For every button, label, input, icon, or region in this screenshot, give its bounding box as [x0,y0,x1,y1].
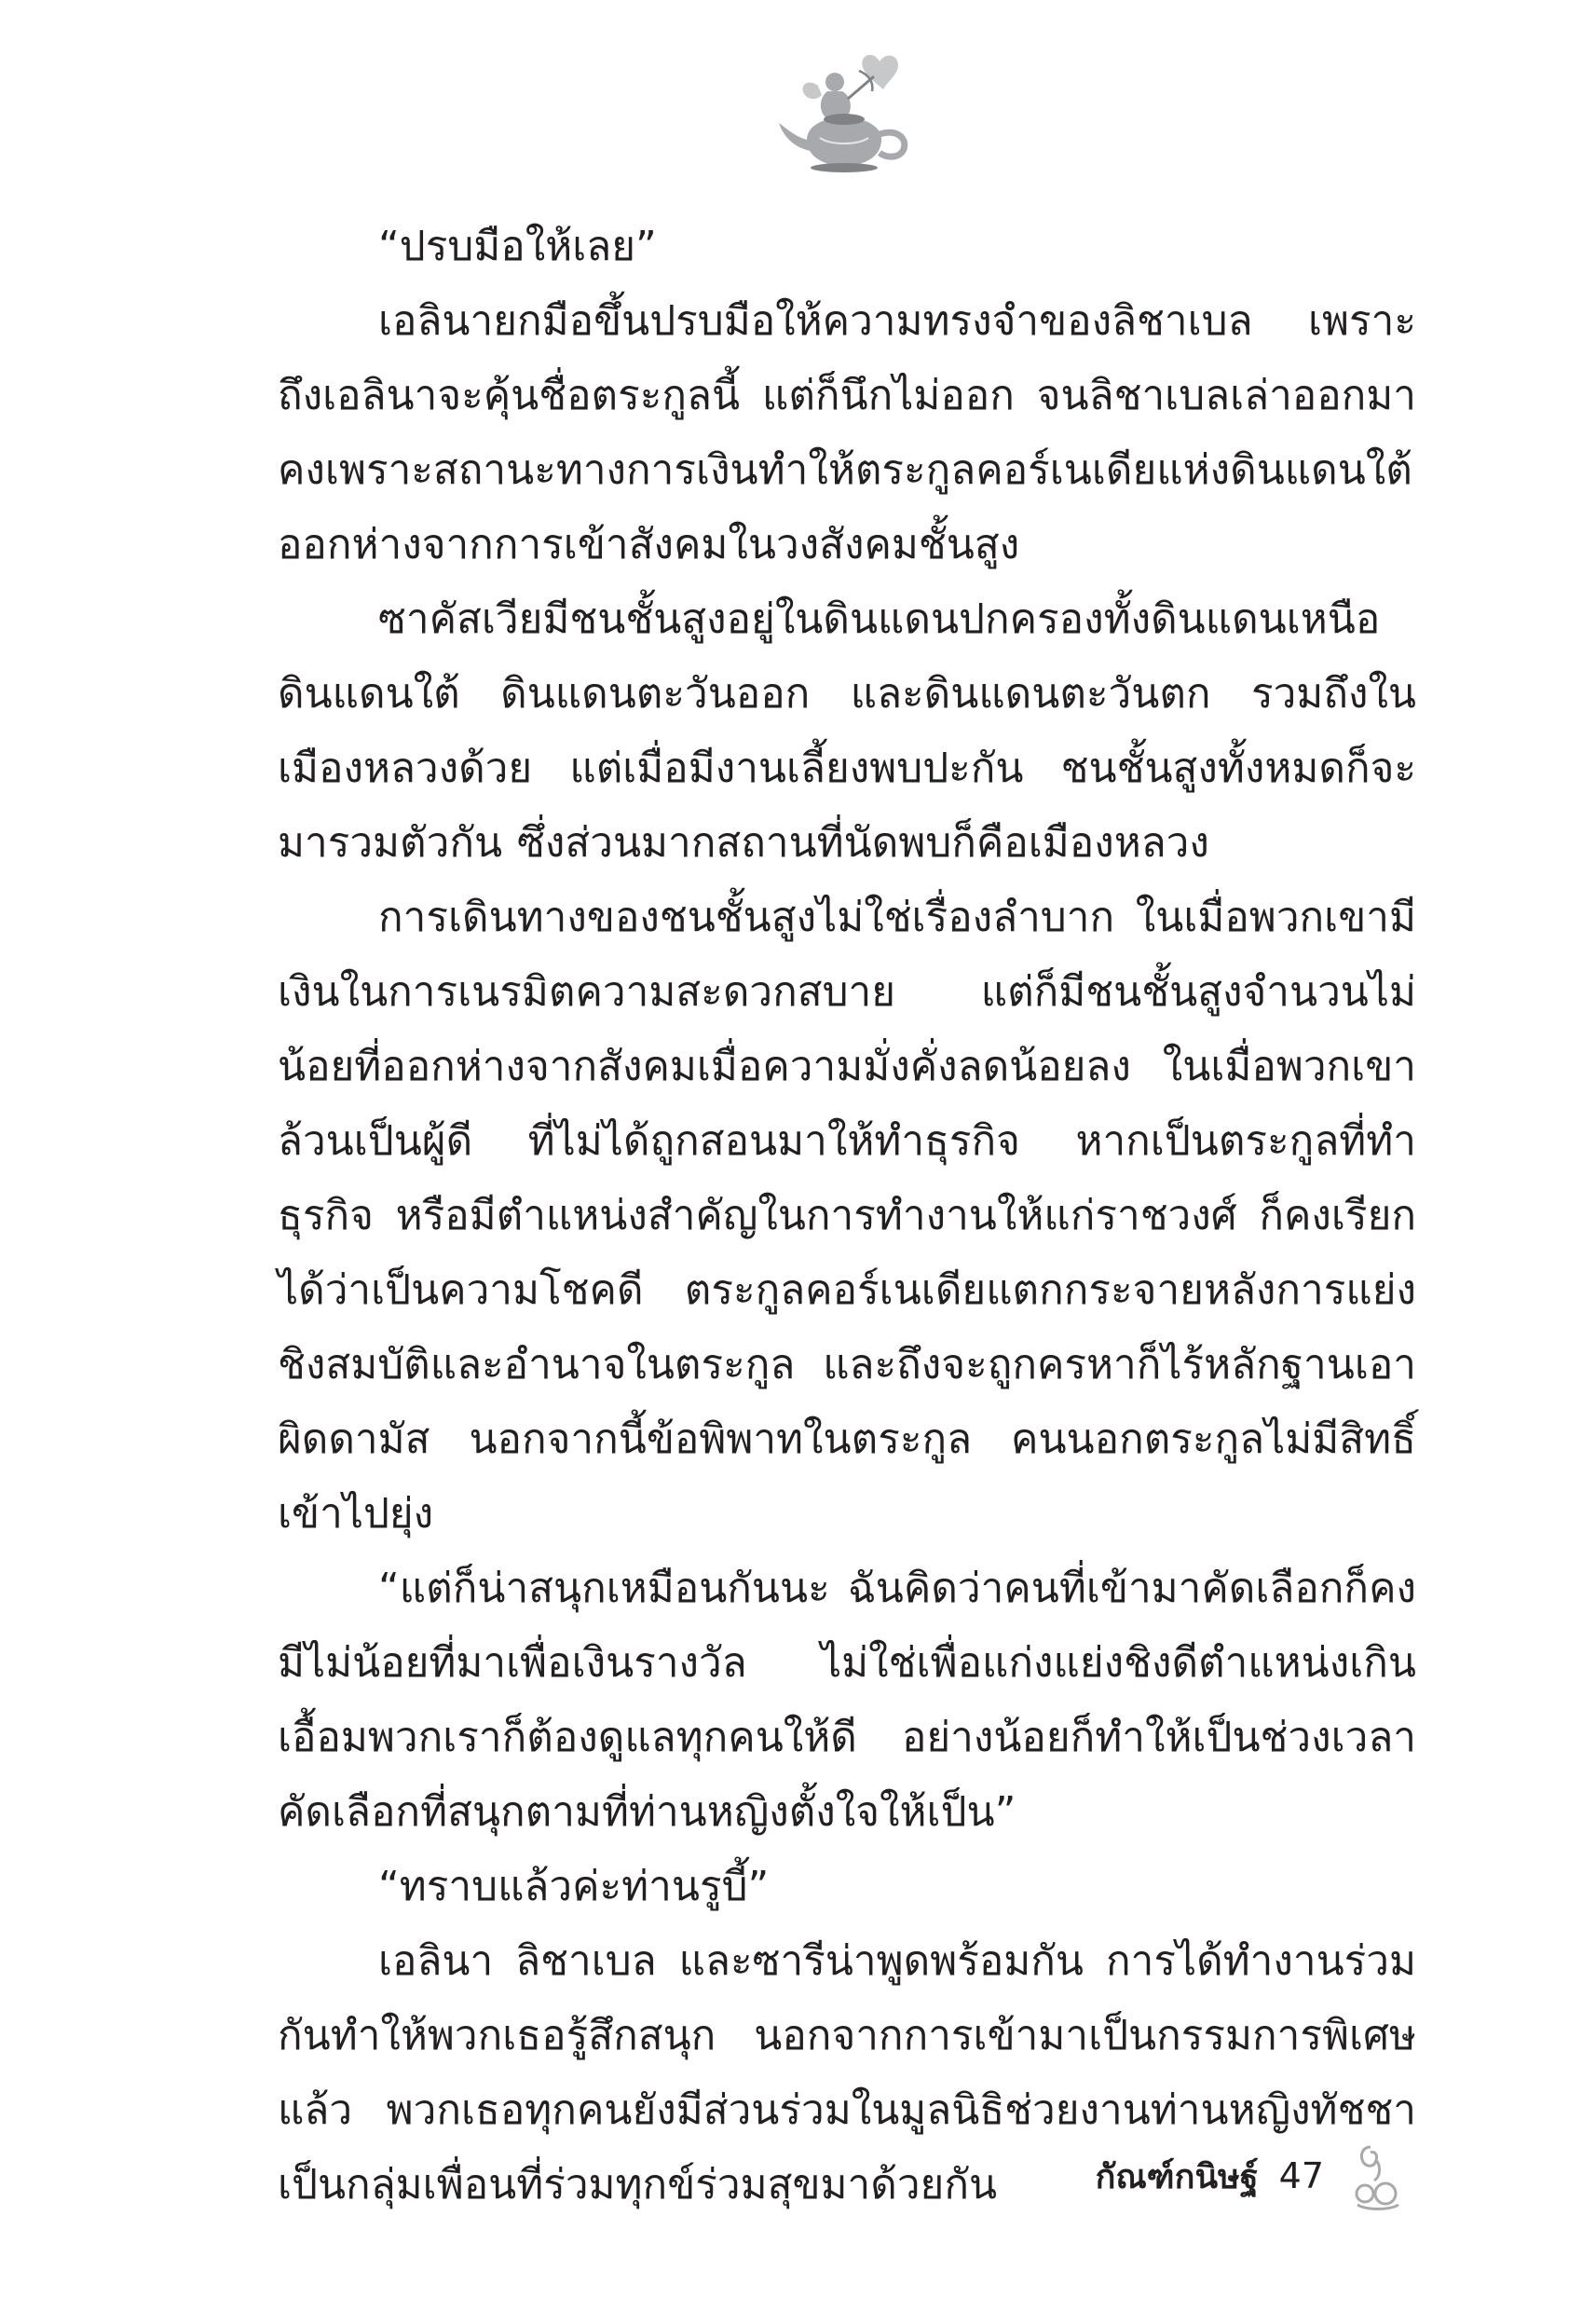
paragraph: ซาคัสเวียมีชนชั้นสูงอยู่ในดินแดนปกครองทั้งดินแดนเหนือ ดินแดนใต้ ดินแดนตะวันออก และดินแดนตะวันตก รวมถึงในเมืองหลวงด้วย แต่เมื่อมีงานเลี้ยงพบปะกัน ชนชั้นสูงทั้งหมดก็จะมารวมตัวกัน ซึ่งส่วนมากสถานที่นัดพบก็คือเมืองหลวง [278,595,1416,867]
paragraph: เอลินายกมือขึ้นปรบมือให้ความทรงจำของลิชาเบล เพราะถึงเอลินาจะคุ้นชื่อตระกูลนี้ แต่ก็นึกไม่ออก จนลิชาเบลเล่าออกมา คงเพราะสถานะทางการเงินทำให้ตระกูลคอร์เนเดียแห่งดินแดนใต้ออกห่างจากการเข้าสังคมในวงสังคมชั้นสูง [278,297,1416,568]
paragraph: “ทราบแล้วค่ะท่านรูบี้” [378,1863,770,1910]
book-title: กัณฑ์กนิษฐ์ [1095,2157,1259,2196]
paragraph: “แต่ก็น่าสนุกเหมือนกันนะ ฉันคิดว่าคนที่เข้ามาคัดเลือกก็คงมีไม่น้อยที่มาเพื่อเงินรางวัล ไม่ใช่เพื่อแก่งแย่งชิงดีตำแหน่งเกินเอื้อมพวกเราก็ต้องดูแลทุกคนให้ดี อย่างน้อยก็ทำให้เป็นช่วงเวลาคัดเลือกที่สนุกตามที่ท่านหญิงตั้งใจให้เป็น” [278,1565,1416,1836]
paragraph: เอลินา ลิชาเบล และซารีน่าพูดพร้อมกัน การได้ทำงานร่วมกันทำให้พวกเธอรู้สึกสนุก นอกจากการเข้ามาเป็นกรรมการพิเศษแล้ว พวกเธอทุกคนยังมีส่วนร่วมในมูลนิธิช่วยงานท่านหญิงทัชชา เป็นกลุ่มเพื่อนที่ร่วมทุกข์ร่วมสุขมาด้วยกัน [278,1937,1416,2208]
paragraph: “ปรบมือให้เลย” [378,223,657,270]
chapter-body-text [278,210,1416,2222]
cupid-footer-ornament-icon [1344,2140,1410,2212]
paragraph: การเดินทางของชนชั้นสูงไม่ใช่เรื่องลำบาก ในเมื่อพวกเขามีเงินในการเนรมิตความสะดวกสบาย แต่ก็มีชนชั้นสูงจำนวนไม่น้อยที่ออกห่างจากสังคมเมื่อความมั่งคั่งลดน้อยลง ในเมื่อพวกเขาล้วนเป็นผู้ดี ที่ไม่ได้ถูกสอนมาให้ทำธุรกิจ หากเป็นตระกูลที่ทำธุรกิจ หรือมีตำแหน่งสำคัญในการทำงานให้แก่ราชวงศ์ ก็คงเรียกได้ว่าเป็นความโชคดี ตระกูลคอร์เนเดียแตกกระจายหลังการแย่งชิงสมบัติและอำนาจในตระกูล และถึงจะถูกครหาก็ไร้หลักฐานเอาผิดดามัส นอกจากนี้ข้อพิพาทในตระกูล คนนอกตระกูลไม่มีสิทธิ์เข้าไปยุ่ง [278,894,1416,1538]
page-number: 47 [1278,2155,1324,2196]
cupid-teapot-ornament-icon [770,48,919,188]
page-footer [1096,2139,1410,2213]
